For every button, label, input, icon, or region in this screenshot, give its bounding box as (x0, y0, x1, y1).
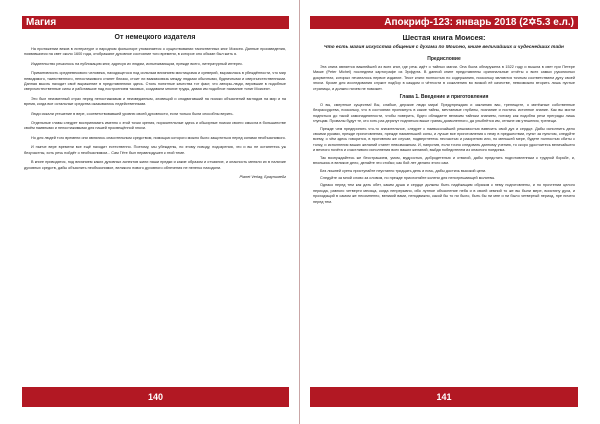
book-subtitle: Что есть магия искусства общения с духами по Моисею, книге величайших и чудеснейших тайн (324, 45, 564, 50)
chapter-heading: Глава 1. Введение и приготовления (399, 94, 489, 101)
section-header: Магия (22, 16, 289, 29)
paragraph: В книге приводятся, под влиянием каких духовных аспектов жили наши предки и какие образом и отчаяние, и опасность меняли их в наличие духовных средств, дабы объяснить необъяснимое, великого нового духовного облечения не нелегко находили. (24, 160, 286, 170)
publisher-signature: Planet Verlag, Брауншвейг (239, 174, 286, 179)
paragraph: О вы, смертные существа! Вы, слабые, дерзкие люди мира! Предупреждаю и заклинаю вас, трепещите, о мятёжные собственные безрассудства, поскольку, что в состоянии проникнуть в какие тайны, мечтаемые глубины, познание и постичь истинное знание. Как вы могли подняться до такой самонадеянности, чтобы поверить, будто обладаете великим тайным знанием, потому как подобна речи преграды лишь глупцам. Провалы будут те, кто хоть раз дерзнут подняться выше границ дозволенного, да улыбнётся им, отныне им утешения, трепещи. (313, 103, 575, 124)
paragraph: Примитивность средневекового человека, находящегося под сильным влиянием мистицизма и суеверий, выразилась в убеждённости, что мир невидимого, таинственного, непостижимого станет близок, стоит ли взаимосвязь между людьми обычными, будничными и сверхъестественными. Данная мысль находит своё выражение в представлениях здесь. Столь понятные качества тот факт, что авторы-люди, верившие в подобные сверхъестественные силы и работавшие над построением таковых, создавали многие труды, давая им подобное название «книг Моисея». (24, 71, 286, 92)
paragraph: Люди искали утешение в вере, соответствовавшей уровню своей духовности, если только были способны верить. (31, 111, 234, 116)
page-number: 140 (22, 387, 289, 407)
right-page (300, 0, 600, 424)
paragraph: Эта книга является важнейшей из всех книг, где речь идёт о тайных магии. Она была обнаружена в 1522 году и вышла в свет при Петере Микке (Peter Michel) последнем картографе из Эрфурта. В данной книге представлены оригинальные отчёты о всех самых рукописных документах, которых печаталось первое издание. Текст книги полностью по содержанию, поскольку являются точным соответствием духу своей эпохи. Кроме для исследования служит подбор в каждом и чётности в сожалению во всякой её качестве, невозможно вторить лишь пустые страницы, и должно ничем не поможет. (313, 65, 575, 91)
right-text-column (313, 33, 575, 207)
chapter-paragraphs (313, 103, 575, 205)
paragraph: Отдельные главы следует воспринимать именно с этой точки зрения, поразительные здесь и обширные поиски своего смысла в большинстве своём наивными и непостижимыми для нашей просвещённой эпохи. (24, 121, 286, 131)
paragraph: Но для людей того времени они являлись спасительным средством, помощью которого можно было защититься перед силами необъяснимого. (31, 135, 286, 140)
paragraph: Следуйте за мной слово за словом, но прежде прислоняйте колени для непогрешающей молитвы. (320, 175, 496, 180)
paragraph: Так вознуждайтесь же бесстрашием, умом, мудростью, добродетелью и отвагой, дабы предстать подготовленным к трудной борьбе, и, вполшись в великое дело, делайте это стойко; как бой лет делано этого сам. (313, 155, 575, 166)
paragraph: Прежде чем предпринять что-то значительное, следует с наивысочайшей решимостью взвесить свой дух и сердце. Дабы исполнить дело своими руками, прежде приготовления, прежде наименьшей силы, и лучше все приготовления к нему в предшествии, пункт за пунктом, следуйте всему, о чём здесь говорится, в противном же случае, подвергнетесь несчастью и разорению или, по меньшей мере, будете полностью сбиты с толку, и исполнения ваших желаний станет невозможным. И, напротив, если точно следовать данному учению, то скоро удостоитесь величайшего и вечного почёта и счастливого исполнения всех ваших желаний, выйдя победителем из опасного поединка. (313, 126, 575, 153)
paragraph: На протяжении веков в литературе и народном фольклоре упоминается о существовании таинственных книг Моисея. Данные произведения, появившиеся на свет около 1600 года, отображают духовное состояние того времени, в которое оно обязан был жить я. (24, 47, 286, 57)
paragraph: Издательство решилось на публикацию книг, адресуя их людям, испытывающим, прежде всего, литературный интерес. (31, 61, 244, 66)
preface-heading: Предисловие (427, 56, 461, 62)
paragraph: Это был неизменный страх перед непостижимым и неизведанным, зловещий и сподвигавший на поиски объяснений взглядов на мир и на время, когда все остальные средства оказывались недейственными. (24, 96, 286, 107)
book-title: Шестая книга Моисея: (402, 33, 486, 42)
page-number: 141 (310, 387, 578, 407)
issue-header: Апокриф-123: январь 2018 (2✡5.3 е.л.) (310, 16, 578, 29)
paragraph: Однако перед тем как дать обет, каким душа и сердце должны быть надёжащим образом к нему подготовлены, и по прочтении целого периода, равного четверти месяца, когда непрерывно, ибо лунное объяснение неба и в своей земной то же вы были мере, воистину духа, и проходящий в самом же несомненно, великий вами, неподвижно, какой бы то ни было, быть бы ни мне и ни было четвертый период, пре ничего перед тем. (313, 183, 575, 204)
paragraph: И нынче вере времени все ещё находит естественно. Поэтому, мы убеждены, по этому поводу, подозрения, что и вы не останетесь уж безучастны, хоть речь пойдёт о необъяснимом... Сам Гёте был неравнодушен к этой теме. (24, 145, 286, 155)
left-paragraphs (24, 47, 286, 171)
left-text-column (24, 33, 286, 180)
paragraph: Без лишней суеты приступайте неустанно тридцать день и ночь, дабы достичь высокой цели. (320, 168, 487, 173)
article-title: От немецкого издателя (114, 34, 196, 41)
preface-paragraphs (313, 65, 575, 92)
